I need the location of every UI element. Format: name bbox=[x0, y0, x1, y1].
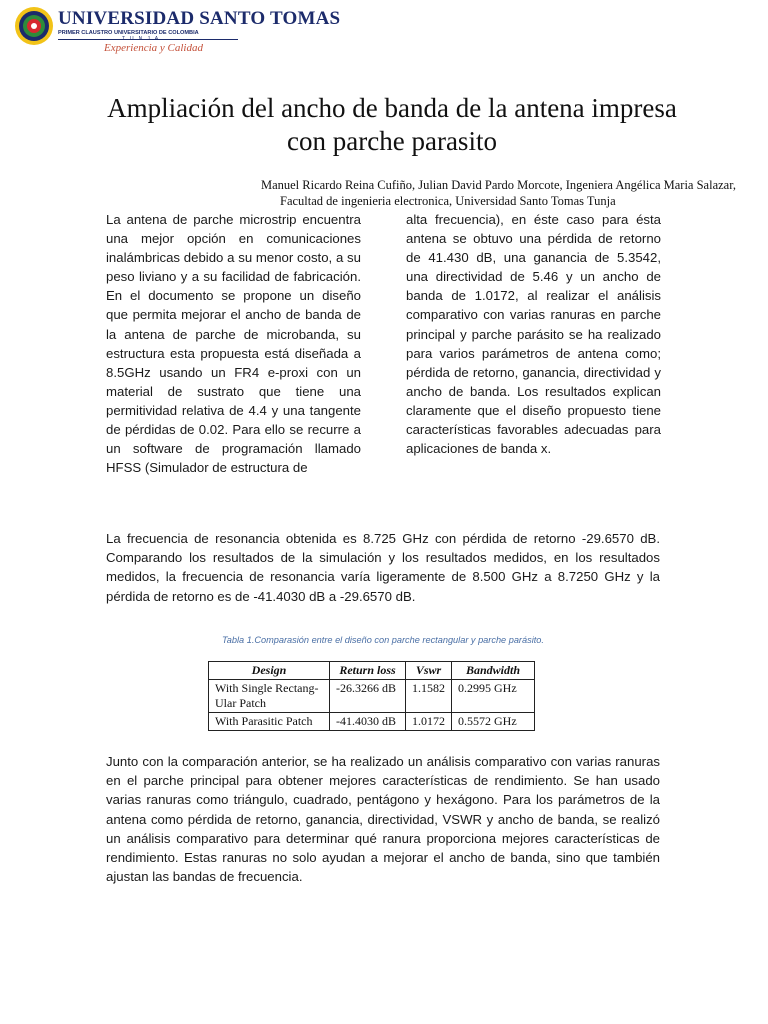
table-row bbox=[209, 680, 535, 713]
paper-title: Ampliación del ancho de banda de la antena impresa con parche parasito bbox=[107, 93, 677, 156]
abstract-right-column: alta frecuencia), en éste caso para ésta antena se obtuvo una pérdida de retorno de 41.430 dB, una ganancia de 5.3542, una directividad de 5.46 y un ancho de banda de 1.0172, al realizar el análisis comparativo con varias ranuras en parche principal y parche parásito se ha realizado para varios parámetros de antena como; pérdida de retorno, ganancia, directividad y ancho de banda. Los resultados explican claramente que el diseño propuesto tiene características favorables adecuadas para aplicaciones de banda x. bbox=[406, 212, 661, 457]
authors-names: Manuel Ricardo Reina Cufiño, Julian David Pardo Morcote, Ingeniera Angélica Maria Salazar, bbox=[260, 178, 736, 192]
table-cell: With Parasitic Patch bbox=[209, 713, 330, 731]
table-header-cell: Vswr bbox=[406, 662, 452, 680]
table-header-cell: Design bbox=[209, 662, 330, 680]
table-cell: 1.1582 bbox=[406, 680, 452, 713]
table-cell: -26.3266 dB bbox=[330, 680, 406, 713]
paper-authors bbox=[180, 177, 736, 209]
university-logo bbox=[14, 6, 341, 56]
table-cell: 0.2995 GHz bbox=[452, 680, 535, 713]
university-name: UNIVERSIDAD SANTO TOMAS bbox=[58, 8, 341, 29]
table-cell: -41.4030 dB bbox=[330, 713, 406, 731]
table-header-cell: Bandwidth bbox=[452, 662, 535, 680]
university-subtitle: PRIMER CLAUSTRO UNIVERSITARIO DE COLOMBIA bbox=[58, 30, 199, 36]
table-cell: 1.0172 bbox=[406, 713, 452, 731]
table-cell: With Single Rectang-Ular Patch bbox=[209, 680, 330, 713]
authors-affiliation: Facultad de ingenieria electronica, Universidad Santo Tomas Tunja bbox=[280, 194, 616, 208]
table-caption: Tabla 1.Comparasión entre el diseño con parche rectangular y parche parásito. bbox=[222, 635, 544, 645]
slots-paragraph: Junto con la comparación anterior, se ha realizado un análisis comparativo con varias ranuras en el parche principal para obtener mejores características de rendimiento. Se han usado varias ranuras como triángulo, cuadrado, pentágono y hexágono. Para los parámetros de la antena como pérdida de retorno, ganancia, directividad, VSWR y ancho de banda, se realizó un análisis comparativo para determinar qué ranura proporciona mejores características de rendimiento. Estas ranuras no solo ayudan a mejorar el ancho de banda, sino que también ajustan las bandas de frecuencia. bbox=[106, 754, 660, 885]
university-city: TUNJA bbox=[122, 36, 164, 42]
table-header-row bbox=[209, 662, 535, 680]
table-header-cell: Return loss bbox=[330, 662, 406, 680]
table-cell: 0.5572 GHz bbox=[452, 713, 535, 731]
university-seal-icon bbox=[14, 6, 54, 46]
abstract-left-column: La antena de parche microstrip encuentra una mejor opción en comunicaciones inalámbricas debido a su menor costo, a su peso liviano y a su facilidad de fabricación. En el documento se propone un diseño que permita mejorar el ancho de banda de la antena de parche de microbanda, su estructura esta propuesta está diseñada a 8.5GHz usando un FR4 e-proxi con un material de sustrato que tiene una permitividad relativa de 4.4 y una tangente de pérdidas de 0.02. Para ello se recurre a un software de programación llamado HFSS (Simulador de estructura de bbox=[106, 212, 361, 476]
resonance-paragraph: La frecuencia de resonancia obtenida es 8.725 GHz con pérdida de retorno -29.6570 dB. Comparando los resultados de la simulación y los resultados medidos, en los resultados medidos, la frecuencia de resonancia varía ligeramente de 8.500 GHz a 8.7250 GHz y la pérdida de retorno es de -41.4030 dB a -29.6570 dB. bbox=[106, 531, 660, 604]
comparison-table bbox=[208, 661, 535, 731]
university-motto: Experiencia y Calidad bbox=[104, 42, 203, 54]
table-row bbox=[209, 713, 535, 731]
